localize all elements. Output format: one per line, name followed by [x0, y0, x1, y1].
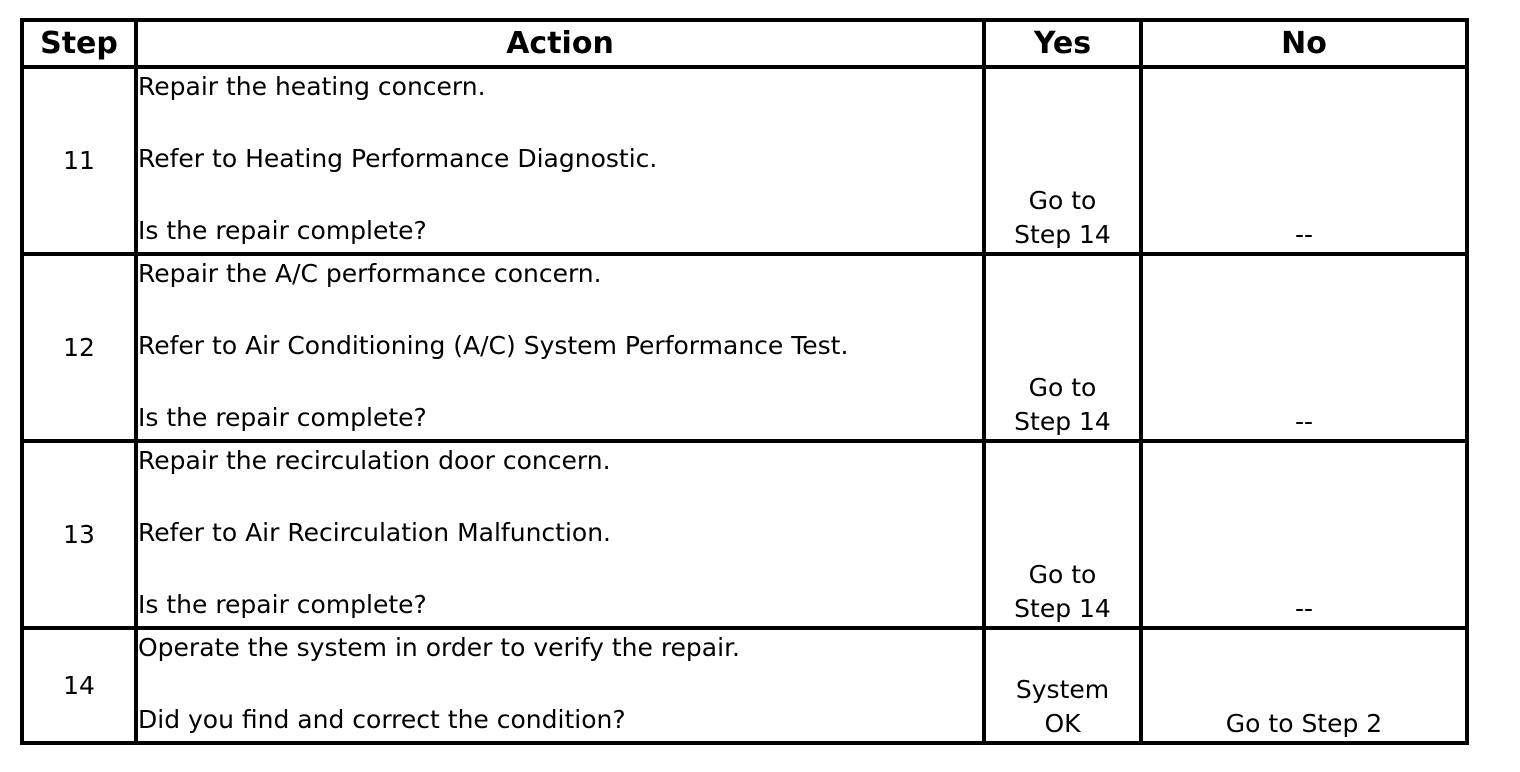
yes-line: Go to	[1028, 373, 1097, 402]
action-line: Repair the heating concern.	[138, 72, 486, 101]
table-row	[22, 254, 1467, 441]
no-text: --	[1294, 220, 1314, 249]
no-cell	[1141, 441, 1467, 628]
step-number: 14	[22, 628, 136, 743]
yes-cell	[984, 254, 1141, 441]
no-text: --	[1294, 594, 1314, 623]
yes-line: Step 14	[1014, 407, 1111, 436]
yes-line: OK	[1044, 709, 1081, 738]
no-text: --	[1294, 407, 1314, 436]
yes-cell	[984, 441, 1141, 628]
action-line: Did you find and correct the condition?	[138, 705, 626, 734]
step-number: 11	[22, 67, 136, 254]
yes-line: Step 14	[1014, 594, 1111, 623]
action-line: Operate the system in order to verify the repair.	[138, 633, 741, 662]
action-line: Is the repair complete?	[138, 403, 427, 432]
table-row	[22, 67, 1467, 254]
no-text: Go to Step 2	[1225, 709, 1383, 738]
yes-line: Go to	[1028, 186, 1097, 215]
action-line: Refer to Air Conditioning (A/C) System Performance Test.	[138, 331, 849, 360]
diagnostic-table	[20, 18, 1469, 745]
header-step: Step	[22, 20, 136, 67]
yes-line: System	[1015, 675, 1110, 704]
action-line: Is the repair complete?	[138, 590, 427, 619]
header-action: Action	[136, 20, 984, 67]
yes-cell	[984, 67, 1141, 254]
action-cell	[136, 67, 984, 254]
yes-line: Step 14	[1014, 220, 1111, 249]
step-number: 13	[22, 441, 136, 628]
header-no: No	[1141, 20, 1467, 67]
table-row	[22, 441, 1467, 628]
action-line: Refer to Air Recirculation Malfunction.	[138, 518, 611, 547]
header-yes: Yes	[984, 20, 1141, 67]
no-cell	[1141, 628, 1467, 743]
action-line: Repair the recirculation door concern.	[138, 446, 611, 475]
table-row	[22, 628, 1467, 743]
action-cell	[136, 628, 984, 743]
yes-line: Go to	[1028, 560, 1097, 589]
action-line: Refer to Heating Performance Diagnostic.	[138, 144, 658, 173]
action-cell	[136, 254, 984, 441]
header-row	[22, 20, 1467, 67]
no-cell	[1141, 67, 1467, 254]
action-cell	[136, 441, 984, 628]
no-cell	[1141, 254, 1467, 441]
step-number: 12	[22, 254, 136, 441]
yes-cell	[984, 628, 1141, 743]
action-line: Is the repair complete?	[138, 216, 427, 245]
action-line: Repair the A/C performance concern.	[138, 259, 602, 288]
